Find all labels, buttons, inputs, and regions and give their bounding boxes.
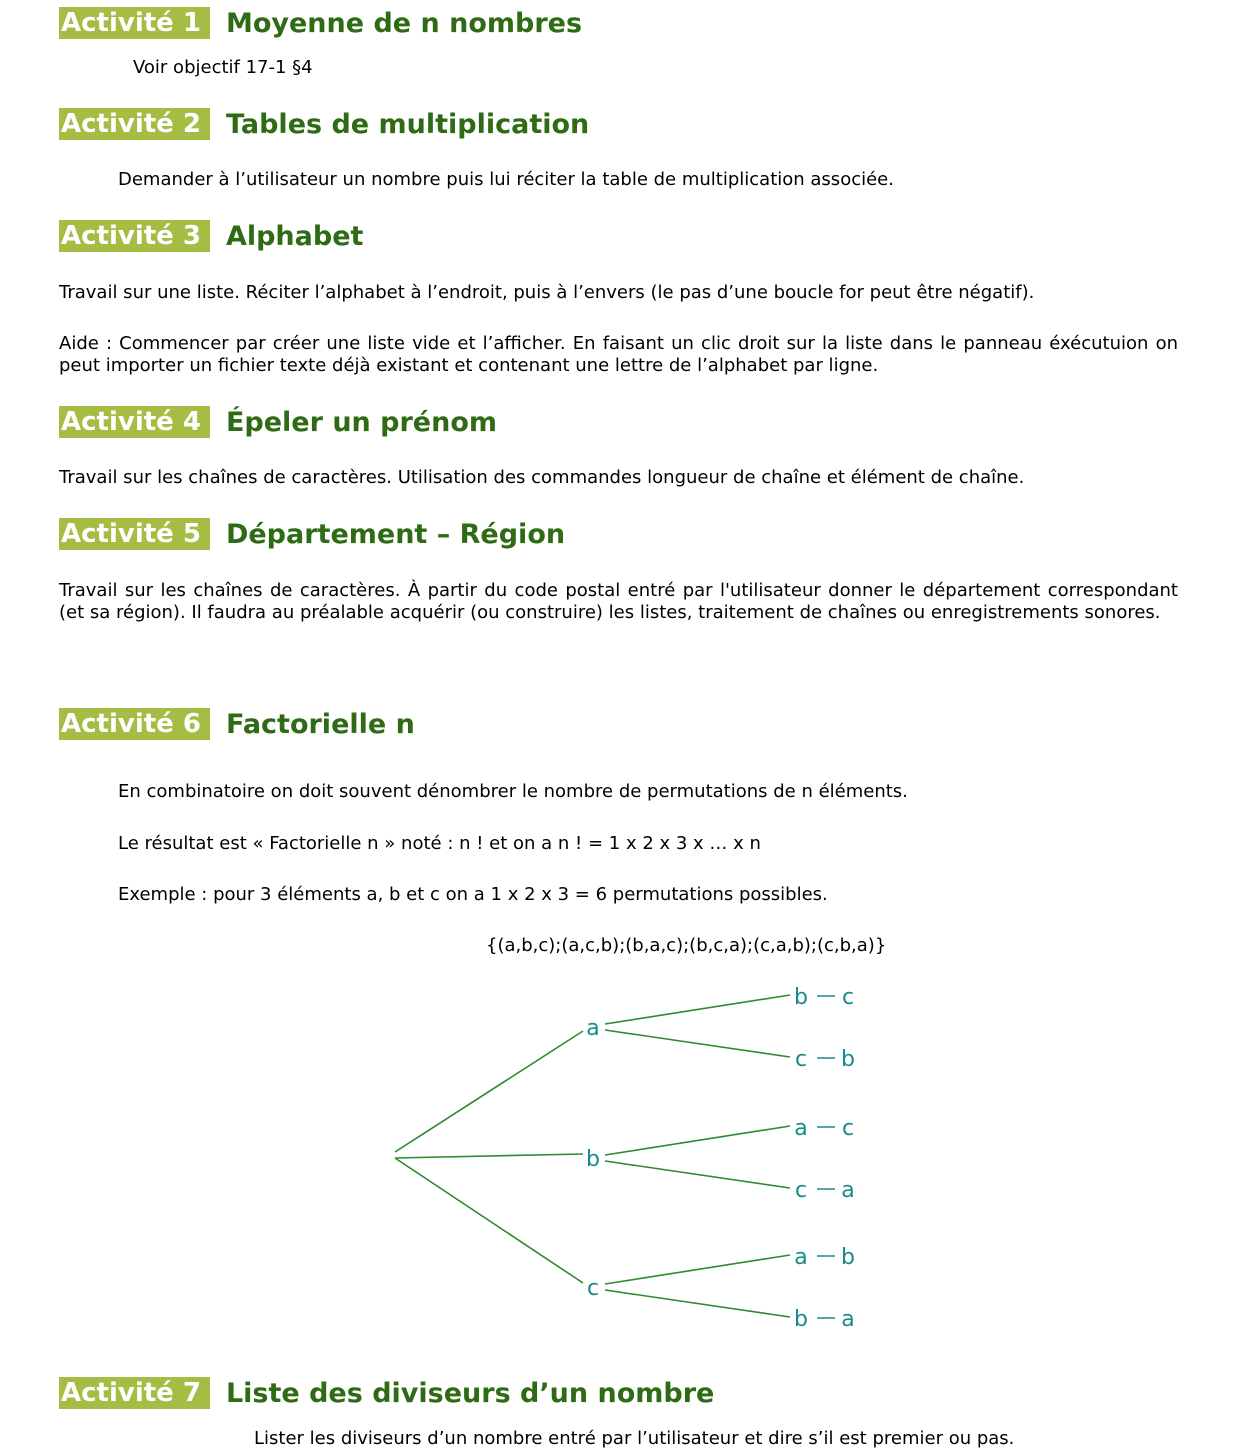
- activity-7-text: Lister les diviseurs d’un nombre entré par l’utilisateur et dire s’il est premier ou pas.: [254, 1428, 1015, 1449]
- tree-leaf: a: [794, 1245, 808, 1270]
- tree-leaf: a: [841, 1307, 855, 1332]
- activity-badge: Activité 4: [59, 406, 210, 438]
- tree-edge: [395, 1031, 583, 1152]
- activity-title: Tables de multiplication: [225, 108, 590, 140]
- tree-leaf: a: [794, 1116, 808, 1141]
- tree-node: c: [586, 1276, 600, 1301]
- tree-node: a: [586, 1016, 600, 1041]
- tree-edge: [605, 995, 790, 1024]
- tree-edge: [605, 1161, 790, 1188]
- permutation-set: {(a,b,c);(a,c,b);(b,a,c);(b,c,a);(c,a,b);(c,b,a)}: [486, 935, 887, 956]
- activity-badge: Activité 6: [59, 708, 210, 740]
- activity-title: Factorielle n: [225, 708, 415, 740]
- tree-leaf: a: [841, 1178, 855, 1203]
- activity-2-text: Demander à l’utilisateur un nombre puis lui réciter la table de multiplication associée.: [118, 169, 894, 190]
- activity-3-hint: Aide : Commencer par créer une liste vide et l’afficher. En faisant un clic droit sur la liste dans le panneau éxécutuion on peut importer un fichier texte déjà existant et contenant une lettre de l’alphabet par ligne.: [59, 333, 1178, 376]
- tree-edge: [605, 1030, 790, 1057]
- activity-1-text: Voir objectif 17-1 §4: [133, 57, 313, 78]
- activity-6-line2: Le résultat est « Factorielle n » noté : n ! et on a n ! = 1 x 2 x 3 x … x n: [118, 833, 761, 854]
- activity-title: Alphabet: [225, 220, 364, 252]
- activity-badge: Activité 2: [59, 108, 210, 140]
- activity-title: Moyenne de n nombres: [225, 7, 583, 39]
- tree-leaf: c: [841, 1116, 855, 1141]
- tree-node: b: [586, 1147, 600, 1172]
- tree-edge: [605, 1255, 790, 1284]
- tree-edge: [395, 1154, 583, 1158]
- activity-badge: Activité 7: [59, 1377, 210, 1409]
- activity-3-text: Travail sur une liste. Réciter l’alphabet à l’endroit, puis à l’envers (le pas d’une boucle for peut être négatif).: [59, 282, 1035, 303]
- tree-leaf: b: [841, 1047, 855, 1072]
- tree-leaf: c: [841, 985, 855, 1010]
- activity-badge: Activité 1: [59, 7, 210, 39]
- activity-7-heading: [59, 1377, 714, 1409]
- activity-badge: Activité 3: [59, 220, 210, 252]
- activity-title: Département – Région: [225, 518, 566, 550]
- activity-6-line1: En combinatoire on doit souvent dénombrer le nombre de permutations de n éléments.: [118, 781, 908, 802]
- activity-title: Liste des diviseurs d’un nombre: [225, 1377, 715, 1409]
- activity-title: Épeler un prénom: [225, 406, 498, 438]
- activity-5-text: Travail sur les chaînes de caractères. À partir du code postal entré par l'utilisateur donner le département correspondant (et sa région). Il faudra au préalable acquérir (ou construire) les listes, traitement de chaînes ou enregistrements sonores.: [59, 580, 1178, 623]
- tree-leaf: c: [794, 1178, 808, 1203]
- activity-badge: Activité 5: [59, 518, 210, 550]
- tree-edge: [395, 1158, 583, 1283]
- tree-leaf: b: [841, 1245, 855, 1270]
- tree-leaf: c: [794, 1047, 808, 1072]
- tree-edge: [605, 1290, 790, 1317]
- tree-leaf: b: [794, 985, 808, 1010]
- tree-edge: [605, 1126, 790, 1155]
- activity-4-text: Travail sur les chaînes de caractères. Utilisation des commandes longueur de chaîne et élément de chaîne.: [59, 467, 1025, 488]
- activity-6-line3: Exemple : pour 3 éléments a, b et c on a 1 x 2 x 3 = 6 permutations possibles.: [118, 884, 828, 905]
- tree-leaf: b: [794, 1307, 808, 1332]
